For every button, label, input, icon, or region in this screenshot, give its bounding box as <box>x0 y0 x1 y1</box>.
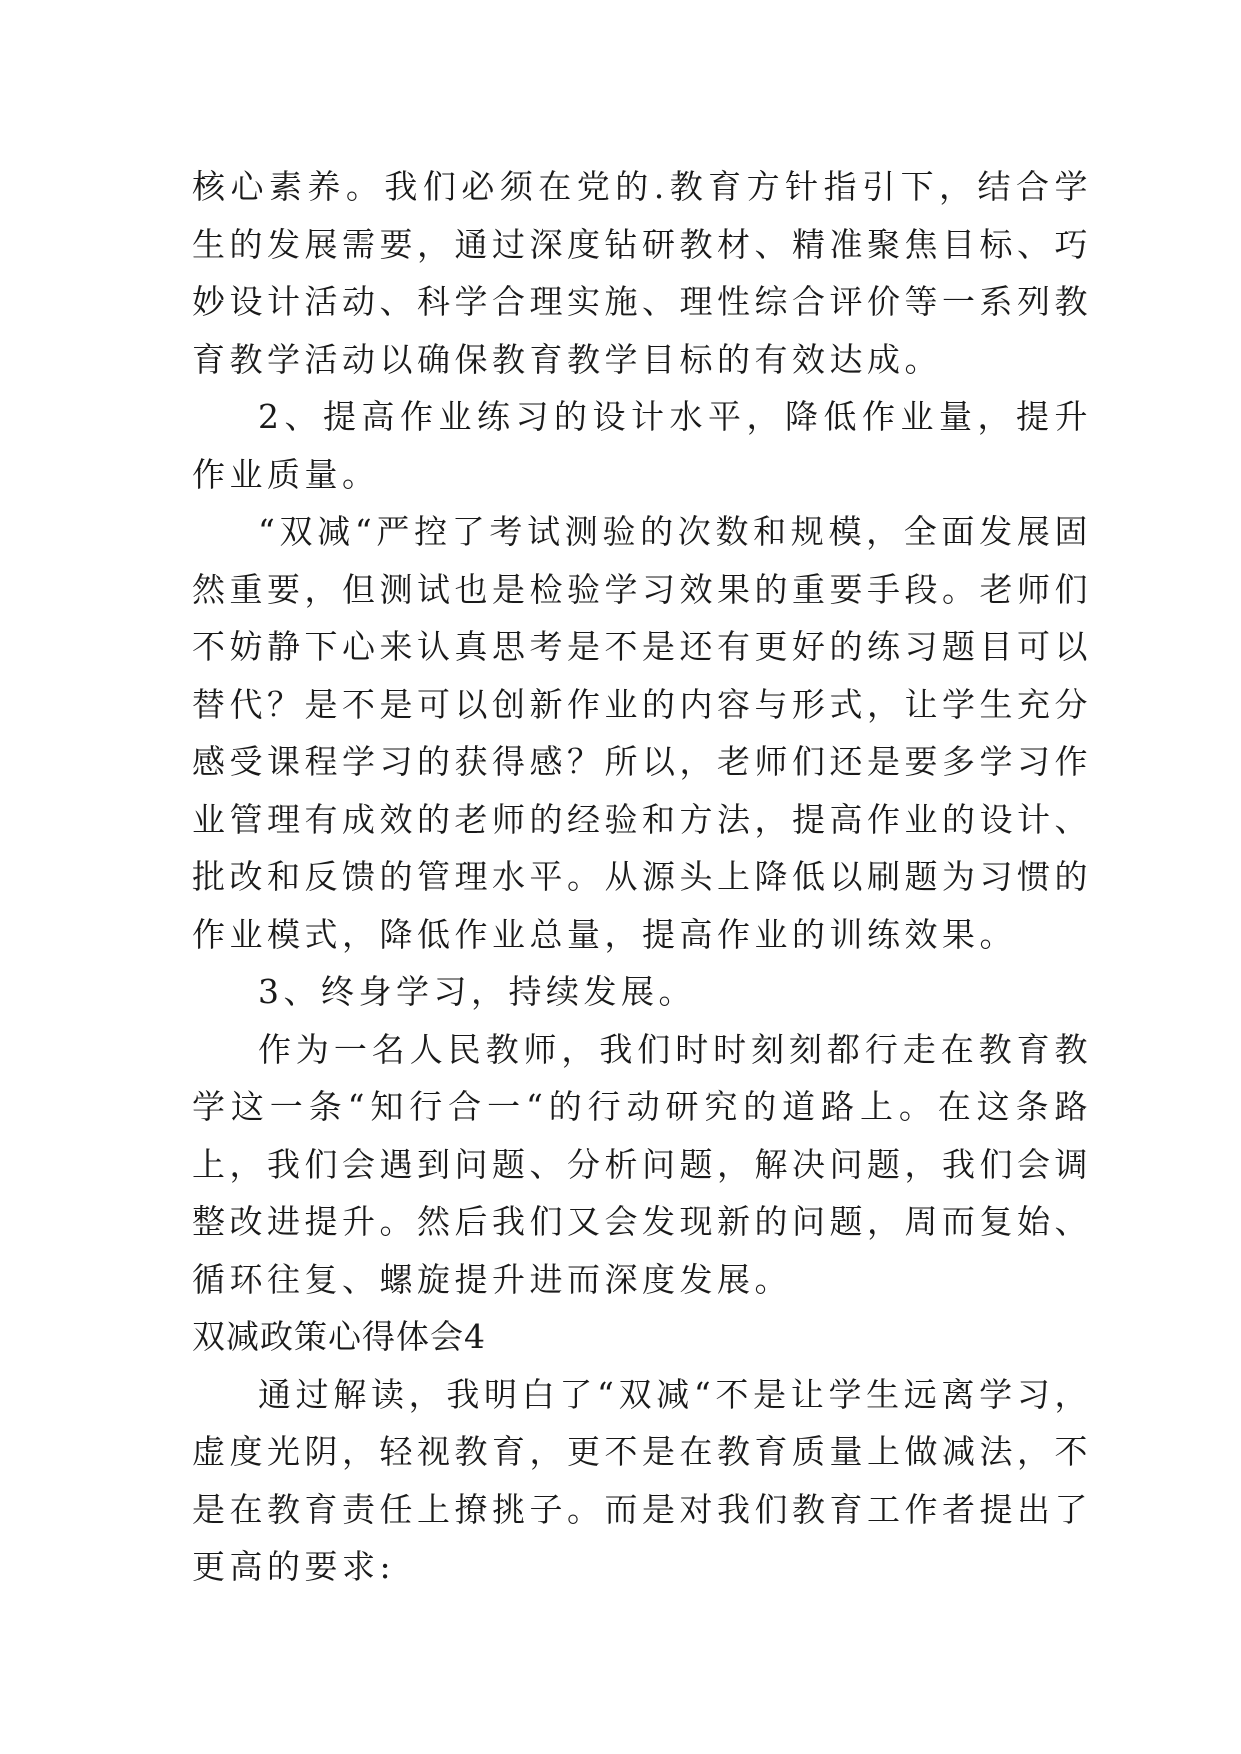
paragraph-core-literacy: 核心素养。我们必须在党的.教育方针指引下，结合学生的发展需要，通过深度钻研教材、精准聚焦目标、巧妙设计活动、科学合理实施、理性综合评价等一系列教育教学活动以确保教育教学目标的有效达成。 <box>192 167 1092 379</box>
document-body <box>192 158 1092 1596</box>
paragraph-interpretation: 通过解读，我明白了“双减“不是让学生远离学习，虚度光阴，轻视教育，更不是在教育质量上做减法，不是在教育责任上撩挑子。而是对我们教育工作者提出了更高的要求: <box>192 1374 1092 1586</box>
paragraph-point-3-heading: 3、终身学习，持续发展。 <box>258 972 696 1011</box>
paragraph-lifelong-learning: 作为一名人民教师，我们时时刻刻都行走在教育教学这一条“知行合一“的行动研究的道路上。在这条路上，我们会遇到问题、分析问题，解决问题，我们会调整改进提升。然后我们又会发现新的问题，周而复始、循环往复、螺旋提升进而深度发展。 <box>192 1029 1092 1299</box>
paragraph-homework-design: “双减“严控了考试测验的次数和规模，全面发展固然重要，但测试也是检验学习效果的重要手段。老师们不妨静下心来认真思考是不是还有更好的练习题目可以替代？是不是可以创新作业的内容与形式，让学生充分感受课程学习的获得感？所以，老师们还是要多学习作业管理有成效的老师的经验和方法，提高作业的设计、批改和反馈的管理水平。从源头上降低以刷题为习惯的作业模式，降低作业总量，提高作业的训练效果。 <box>192 512 1092 954</box>
paragraph-point-2-heading: 2、提高作业练习的设计水平，降低作业量，提升作业质量。 <box>192 397 1092 494</box>
section-heading: 双减政策心得体会4 <box>192 1317 486 1356</box>
